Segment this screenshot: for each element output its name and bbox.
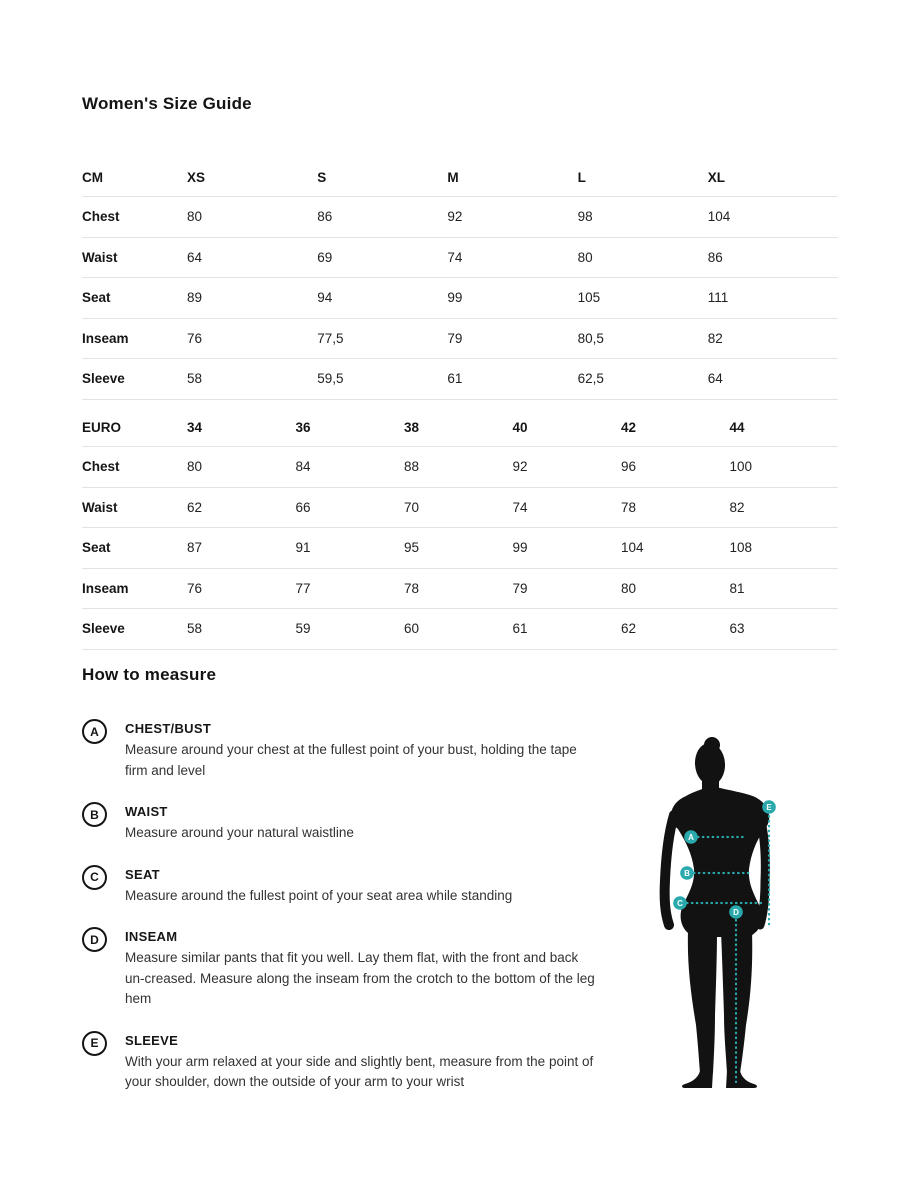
row-label: Chest: [82, 209, 120, 225]
cell-value: 98: [577, 209, 593, 225]
cell-value: 69: [317, 249, 333, 265]
cell-value: 81: [729, 580, 745, 596]
euro-header-40: 40: [512, 419, 528, 435]
cm-header-s: S: [317, 169, 327, 185]
figure-marker-letter: A: [688, 833, 694, 842]
row-label: Inseam: [82, 330, 129, 346]
badge-letter: A: [90, 724, 99, 739]
euro-header-36: 36: [295, 419, 311, 435]
cell-value: 86: [707, 249, 723, 265]
cell-value: 82: [707, 330, 723, 346]
cell-value: 62: [621, 621, 637, 637]
cell-value: 111: [707, 290, 729, 306]
measure-label: SLEEVE: [125, 1032, 179, 1048]
body-figure-illustration: [655, 735, 805, 1090]
cell-value: 96: [621, 459, 637, 475]
cm-header-l: L: [577, 169, 586, 185]
measure-description: Measure around your natural waistline: [125, 825, 354, 840]
table-row-seat: [82, 278, 838, 319]
cell-value: 76: [187, 580, 203, 596]
cell-value: 66: [295, 499, 311, 515]
euro-table-header-row: [82, 408, 838, 447]
page-title: Women's Size Guide: [82, 94, 252, 113]
cell-value: 89: [187, 290, 203, 306]
measure-label: WAIST: [125, 804, 168, 819]
cell-value: 80: [621, 580, 637, 596]
row-label: Sleeve: [82, 621, 125, 637]
cell-value: 61: [512, 621, 528, 637]
cell-value: 78: [404, 580, 420, 596]
table-row-waist: [82, 238, 838, 279]
table-row-chest: [82, 447, 838, 488]
cm-header-unit: CM: [82, 169, 103, 185]
row-label: Inseam: [82, 580, 129, 596]
cell-value: 80: [187, 459, 203, 475]
cell-value: 86: [317, 209, 333, 225]
measure-item-seat: [82, 867, 612, 907]
cell-value: 99: [512, 540, 528, 556]
cell-value: 74: [512, 499, 528, 515]
cm-table-header-row: [82, 158, 838, 197]
cell-value: 62: [187, 499, 203, 515]
cell-value: 80,5: [577, 330, 604, 346]
woman-silhouette-icon: [655, 735, 805, 1090]
cell-value: 59,5: [317, 371, 344, 387]
measure-item-chest: [82, 721, 612, 781]
row-label: Seat: [82, 540, 111, 556]
letter-badge-c: [82, 865, 107, 890]
figure-marker-letter: B: [684, 869, 690, 878]
letter-badge-d: [82, 927, 107, 952]
euro-header-38: 38: [404, 419, 420, 435]
cm-header-xl: XL: [707, 169, 726, 185]
cell-value: 77: [295, 580, 311, 596]
cell-value: 64: [187, 249, 203, 265]
how-to-measure-title: How to measure: [82, 665, 217, 684]
cell-value: 59: [295, 621, 311, 637]
cell-value: 100: [729, 459, 753, 475]
measure-label: CHEST/BUST: [125, 721, 212, 736]
euro-header-unit: EURO: [82, 419, 122, 435]
table-row-seat: [82, 528, 838, 569]
cell-value: 82: [729, 499, 745, 515]
cell-value: 79: [512, 580, 528, 596]
cell-value: 58: [187, 371, 203, 387]
cell-value: 105: [577, 290, 601, 306]
cell-value: 95: [404, 540, 420, 556]
letter-badge-a: [82, 719, 107, 744]
measure-label: SEAT: [125, 866, 160, 882]
badge-letter: C: [90, 870, 99, 884]
measure-instructions-list: [82, 721, 612, 1116]
cell-value: 78: [621, 499, 637, 515]
cell-value: 104: [707, 209, 731, 225]
measure-item-waist: [82, 804, 612, 844]
cm-size-table: [82, 158, 838, 400]
cell-value: 64: [707, 371, 723, 387]
badge-letter: B: [90, 807, 99, 822]
cell-value: 63: [729, 621, 745, 637]
cell-value: 80: [187, 209, 203, 225]
measure-description: Measure around your chest at the fullest point of your bust, holding the tape firm and level: [125, 742, 577, 778]
figure-marker-letter: C: [677, 899, 683, 908]
figure-marker-letter: E: [766, 803, 772, 812]
letter-badge-b: [82, 802, 107, 827]
table-row-inseam: [82, 319, 838, 360]
cell-value: 92: [447, 209, 463, 225]
cm-header-m: M: [447, 169, 459, 185]
measure-description: Measure around the fullest point of your seat area while standing: [125, 887, 513, 903]
cell-value: 87: [187, 540, 203, 556]
letter-badge-e: [82, 1031, 107, 1056]
badge-letter: D: [90, 932, 99, 947]
table-row-sleeve: [82, 609, 838, 650]
cell-value: 104: [621, 540, 644, 556]
measure-label: INSEAM: [125, 929, 178, 944]
cell-value: 108: [729, 540, 753, 556]
euro-header-42: 42: [621, 419, 637, 435]
cell-value: 99: [447, 290, 463, 306]
table-row-waist: [82, 488, 838, 529]
cell-value: 60: [404, 621, 420, 637]
measure-description: Measure similar pants that fit you well. Lay them flat, with the front and back un-creased. Measure along the inseam from the crotch to the bottom of the leg hem: [125, 950, 595, 1006]
cell-value: 91: [295, 540, 311, 556]
row-label: Sleeve: [82, 371, 125, 387]
cell-value: 88: [404, 459, 420, 475]
cell-value: 58: [187, 621, 203, 637]
measure-item-inseam: [82, 929, 612, 1010]
measure-item-sleeve: [82, 1033, 612, 1093]
cell-value: 94: [317, 290, 333, 306]
table-row-sleeve: [82, 359, 838, 400]
cell-value: 70: [404, 499, 420, 515]
cm-header-xs: XS: [187, 169, 206, 185]
euro-header-44: 44: [729, 419, 745, 435]
badge-letter: E: [90, 1036, 99, 1050]
cell-value: 79: [447, 330, 463, 346]
cell-value: 77,5: [317, 330, 344, 346]
cell-value: 61: [447, 371, 463, 387]
row-label: Waist: [82, 499, 118, 515]
cell-value: 74: [447, 249, 463, 265]
row-label: Seat: [82, 290, 111, 306]
cell-value: 76: [187, 330, 203, 346]
row-label: Chest: [82, 459, 120, 475]
cell-value: 92: [512, 459, 528, 475]
euro-size-table: [82, 408, 838, 650]
cell-value: 84: [295, 459, 311, 475]
table-row-inseam: [82, 569, 838, 610]
figure-marker-letter: D: [733, 908, 739, 917]
row-label: Waist: [82, 249, 118, 265]
cell-value: 80: [577, 249, 593, 265]
cell-value: 62,5: [577, 371, 604, 387]
table-row-chest: [82, 197, 838, 238]
euro-header-34: 34: [187, 419, 203, 435]
measure-description: With your arm relaxed at your side and slightly bent, measure from the point of your shoulder, down the outside of your arm to your wrist: [125, 1053, 594, 1089]
